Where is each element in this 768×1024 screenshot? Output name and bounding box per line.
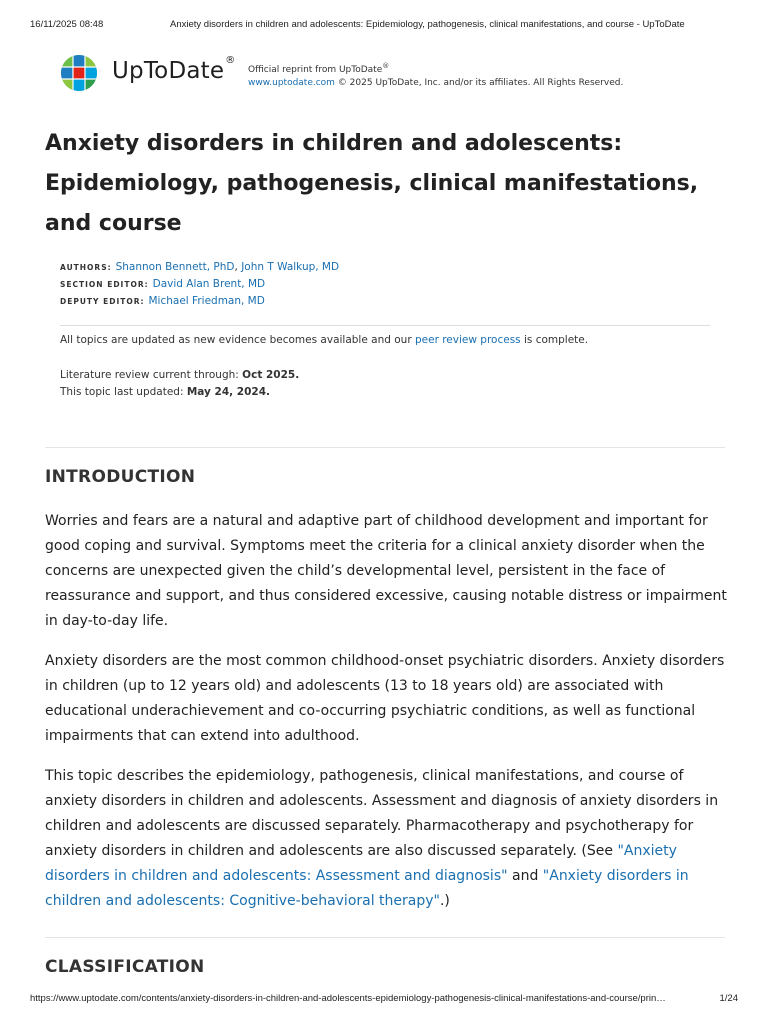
section-editor-link[interactable]: David Alan Brent, MD <box>152 278 266 290</box>
last-updated-date: May 24, 2024. <box>186 386 271 398</box>
lit-review-date: Oct 2025. <box>242 369 300 381</box>
intro-paragraph-2: Anxiety disorders are the most common childhood-onset psychiatric disorders. Anxiety disorders in children (up to 12 years old) and adolescents (13 to 18 years old) are associated with educational underachievement and co-occurring psychiatric conditions, as well as functional impairments that can extend into adulthood. <box>45 653 725 744</box>
divider <box>60 325 710 326</box>
section-divider <box>45 447 725 448</box>
print-url: https://www.uptodate.com/contents/anxiety-disorders-in-children-and-adolescents-epidemiology-pathogenesis-clinical-manifestations-and-course/prin… <box>30 993 666 1004</box>
see-also-link-assessment[interactable]: "Anxiety disorders in children and adolescents: Assessment and diagnosis" <box>45 843 677 884</box>
author-link[interactable]: Shannon Bennett, PhD <box>115 261 235 273</box>
article-title: Anxiety disorders in children and adolescents: Epidemiology, pathogenesis, clinical manifestations, and course <box>45 131 699 236</box>
intro-paragraph-1: Worries and fears are a natural and adaptive part of childhood development and important for good coping and survival. Symptoms meet the criteria for a clinical anxiety disorder when the concerns are unexpected given the child’s developmental level, persistent in the face of reassurance and support, and thus considered excessive, causing notable distress or impairment in day-to-day life. <box>45 513 727 629</box>
copyright-text: © 2025 UpToDate, Inc. and/or its affiliates. All Rights Reserved. <box>334 78 624 88</box>
section-editor-label: SECTION EDITOR: <box>60 280 149 289</box>
peer-review-link[interactable]: peer review process <box>414 334 521 346</box>
update-notice: All topics are updated as new evidence becomes available and our peer review process is complete. <box>60 334 589 346</box>
section-divider <box>45 937 725 938</box>
author-link[interactable]: John T Walkup, MD <box>241 261 340 273</box>
reprint-notice: Official reprint from UpToDate® www.uptodate.com © 2025 UpToDate, Inc. and/or its affiliates. All Rights Reserved. <box>248 62 624 88</box>
deputy-editor-link[interactable]: Michael Friedman, MD <box>148 295 265 307</box>
section-heading-introduction: INTRODUCTION <box>45 467 196 487</box>
deputy-editor-label: DEPUTY EDITOR: <box>60 297 145 306</box>
section-heading-classification: CLASSIFICATION <box>45 957 205 977</box>
print-date: 16/11/2025 08:48 <box>30 19 104 30</box>
uptodate-logo-icon <box>60 54 98 92</box>
article-contributors: AUTHORS: Shannon Bennett, PhD, John T Walkup, MD SECTION EDITOR: David Alan Brent, MD DEPUTY EDITOR: Michael Friedman, MD <box>60 261 340 307</box>
page-number: 1/24 <box>719 993 738 1004</box>
review-dates: Literature review current through: Oct 2025. This topic last updated: May 24, 2024. <box>60 369 300 398</box>
brand-name: UpToDate® <box>112 55 236 84</box>
print-footer <box>30 993 738 1007</box>
brand-bar <box>60 52 720 94</box>
site-link[interactable]: www.uptodate.com <box>248 78 335 88</box>
print-header <box>30 19 738 33</box>
see-also-link-cbt[interactable]: "Anxiety disorders in children and adolescents: Cognitive-behavioral therapy" <box>45 868 689 909</box>
print-doc-title: Anxiety disorders in children and adolescents: Epidemiology, pathogenesis, clinical manifestations, and course - UpToDate <box>170 19 685 30</box>
intro-paragraph-3: This topic describes the epidemiology, pathogenesis, clinical manifestations, and course of anxiety disorders in children and adolescents. Assessment and diagnosis of anxiety disorders in children and adolescents are discussed separately. Pharmacotherapy and psychotherapy for anxiety disorders in children and adolescents are also discussed separately. (See "Anxiety disorders in children and adolescents: Assessment and diagnosis" and "Anxiety disorders in children and adolescents: Cognitive-behavioral therapy".) <box>45 768 719 909</box>
authors-label: AUTHORS: <box>60 263 112 272</box>
